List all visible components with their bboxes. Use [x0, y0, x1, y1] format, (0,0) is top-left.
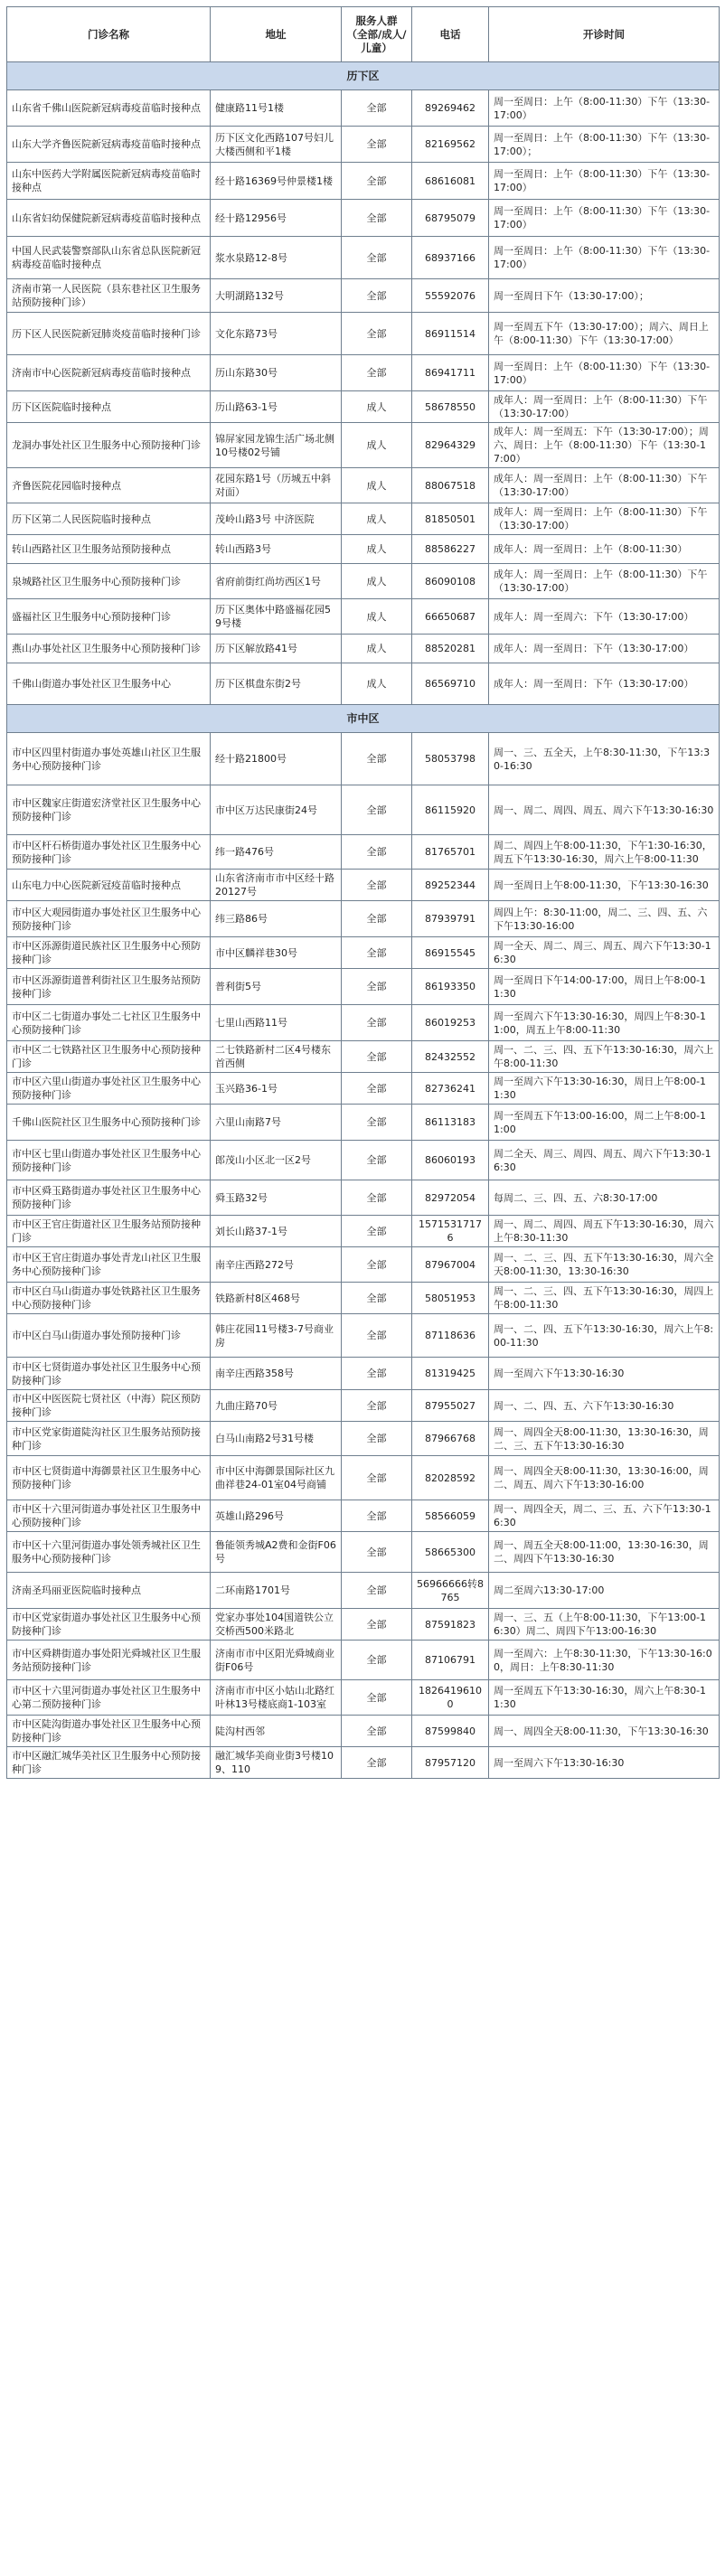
hours-cell: 周一、周四全天8:00-11:30，13:30-16:00，周二、周五、周六下午13:30-16:00 [489, 1456, 720, 1500]
address-cell: 融汇城华美商业街3号楼109、110 [211, 1747, 342, 1779]
service-group-cell: 全部 [342, 1747, 412, 1779]
service-group-cell: 全部 [342, 1005, 412, 1041]
hours-cell: 成年人：周一至周日：上午（8:00-11:30）下午（13:30-17:00） [489, 503, 720, 535]
clinic-name-cell: 市中区六里山街道办事处社区卫生服务中心预防接种门诊 [7, 1073, 211, 1105]
service-group-cell: 成人 [342, 503, 412, 535]
service-group-cell: 全部 [342, 90, 412, 127]
clinic-name-cell: 山东大学齐鲁医院新冠病毒疫苗临时接种点 [7, 127, 211, 163]
address-cell: 浆水泉路12-8号 [211, 237, 342, 279]
address-cell: 历下区文化西路107号妇儿大楼西侧和平1楼 [211, 127, 342, 163]
hours-cell: 周一、二、四、五、六下午13:30-16:30 [489, 1390, 720, 1422]
service-group-cell: 成人 [342, 535, 412, 564]
address-cell: 韩庄花园11号楼3-7号商业房 [211, 1314, 342, 1358]
address-cell: 玉兴路36-1号 [211, 1073, 342, 1105]
address-cell: 二七铁路新村二区4号楼东首西侧 [211, 1041, 342, 1073]
clinic-name-cell: 市中区杆石桥街道办事处社区卫生服务中心预防接种门诊 [7, 835, 211, 870]
hours-cell: 成年人：周一至周日：下午（13:30-17:00） [489, 635, 720, 663]
header-address: 地址 [211, 7, 342, 62]
hours-cell: 周一、周四全天8:00-11:30，13:30-16:30，周二、三、五下午13:30-16:30 [489, 1422, 720, 1456]
table-row [7, 1247, 720, 1283]
phone-cell: 58678550 [412, 391, 489, 423]
clinic-name-cell: 盛福社区卫生服务中心预防接种门诊 [7, 599, 211, 635]
phone-cell: 88067518 [412, 468, 489, 503]
clinic-name-cell: 市中区七贤街道办事处社区卫生服务中心预防接种门诊 [7, 1358, 211, 1390]
phone-cell: 87967004 [412, 1247, 489, 1283]
table-row [7, 1641, 720, 1680]
service-group-cell: 成人 [342, 423, 412, 468]
service-group-cell: 全部 [342, 1358, 412, 1390]
hours-cell: 周一、周二、周四、周五、周六下午13:30-16:30 [489, 785, 720, 835]
table-header-row [7, 7, 720, 62]
phone-cell: 87106791 [412, 1641, 489, 1680]
service-group-cell: 全部 [342, 1105, 412, 1141]
table-row [7, 423, 720, 468]
table-row [7, 355, 720, 391]
hours-cell: 周一、周二、周四、周五下午13:30-16:30，周六上午8:30-11:30 [489, 1216, 720, 1247]
table-row [7, 1314, 720, 1358]
hours-cell: 周一、周五全天8:00-11:00，13:30-16:30，周二、周四下午13:30-16:30 [489, 1532, 720, 1573]
phone-cell: 86911514 [412, 313, 489, 355]
clinic-name-cell: 山东中医药大学附属医院新冠病毒疫苗临时接种点 [7, 163, 211, 200]
address-cell: 山东省济南市市中区经十路20127号 [211, 870, 342, 901]
table-row [7, 279, 720, 313]
phone-cell: 87966768 [412, 1422, 489, 1456]
table-row [7, 1216, 720, 1247]
service-group-cell: 成人 [342, 635, 412, 663]
table-row [7, 1500, 720, 1532]
address-cell: 省府前街红尚坊西区1号 [211, 564, 342, 599]
address-cell: 铁路新村8区468号 [211, 1283, 342, 1314]
service-group-cell: 全部 [342, 1141, 412, 1180]
service-group-cell: 成人 [342, 468, 412, 503]
service-group-cell: 全部 [342, 200, 412, 237]
table-row [7, 635, 720, 663]
clinic-name-cell: 市中区融汇城华美社区卫生服务中心预防接种门诊 [7, 1747, 211, 1779]
section-title: 历下区 [7, 62, 720, 90]
table-row [7, 901, 720, 937]
service-group-cell: 成人 [342, 391, 412, 423]
phone-cell: 87955027 [412, 1390, 489, 1422]
service-group-cell: 全部 [342, 1456, 412, 1500]
clinic-name-cell: 市中区十六里河街道办事处社区卫生服务中心第二预防接种门诊 [7, 1680, 211, 1716]
hours-cell: 周一至周日：上午（8:00-11:30）下午（13:30-17:00） [489, 90, 720, 127]
header-hours: 开诊时间 [489, 7, 720, 62]
table-row [7, 1680, 720, 1716]
service-group-cell: 全部 [342, 1247, 412, 1283]
address-cell: 党家办事处104国道铁公立交桥西500米路北 [211, 1609, 342, 1641]
address-cell: 南辛庄西路358号 [211, 1358, 342, 1390]
service-group-cell: 全部 [342, 1283, 412, 1314]
header-service-group: 服务人群（全部/成人/儿童） [342, 7, 412, 62]
service-group-cell: 全部 [342, 870, 412, 901]
phone-cell: 87939791 [412, 901, 489, 937]
phone-cell: 86060193 [412, 1141, 489, 1180]
hours-cell: 周一、二、四、五下午13:30-16:30，周六上午8:00-11:30 [489, 1314, 720, 1358]
table-row [7, 1005, 720, 1041]
phone-cell: 82736241 [412, 1073, 489, 1105]
hours-cell: 周二全天、周三、周四、周五、周六下午13:30-16:30 [489, 1141, 720, 1180]
phone-cell: 68937166 [412, 237, 489, 279]
phone-cell: 55592076 [412, 279, 489, 313]
clinic-name-cell: 燕山办事处社区卫生服务中心预防接种门诊 [7, 635, 211, 663]
clinic-name-cell: 历下区第二人民医院临时接种点 [7, 503, 211, 535]
hours-cell: 周一、二、三、四、五下午13:30-16:30，周六全天8:00-11:30，13:30-16:30 [489, 1247, 720, 1283]
table-row [7, 663, 720, 705]
service-group-cell: 全部 [342, 1216, 412, 1247]
table-row [7, 1105, 720, 1141]
phone-cell: 86019253 [412, 1005, 489, 1041]
phone-cell: 86569710 [412, 663, 489, 705]
hours-cell: 周一至周六：上午8:30-11:30，下午13:30-16:00，周日：上午8:30-11:30 [489, 1641, 720, 1680]
address-cell: 南辛庄西路272号 [211, 1247, 342, 1283]
address-cell: 历山路63-1号 [211, 391, 342, 423]
phone-cell: 82964329 [412, 423, 489, 468]
clinic-name-cell: 历下区人民医院新冠肺炎疫苗临时接种门诊 [7, 313, 211, 355]
phone-cell: 58566059 [412, 1500, 489, 1532]
hours-cell: 周一、二、三、四、五下午13:30-16:30，周六上午8:00-11:30 [489, 1041, 720, 1073]
phone-cell: 88586227 [412, 535, 489, 564]
phone-cell: 58665300 [412, 1532, 489, 1573]
address-cell: 大明湖路132号 [211, 279, 342, 313]
address-cell: 经十路12956号 [211, 200, 342, 237]
service-group-cell: 全部 [342, 1532, 412, 1573]
clinic-name-cell: 市中区白马山街道办事处铁路社区卫生服务中心预防接种门诊 [7, 1283, 211, 1314]
service-group-cell: 全部 [342, 785, 412, 835]
table-row [7, 1747, 720, 1779]
address-cell: 普利街5号 [211, 969, 342, 1005]
table-row [7, 468, 720, 503]
table-row [7, 1180, 720, 1216]
service-group-cell: 全部 [342, 1390, 412, 1422]
address-cell: 纬三路86号 [211, 901, 342, 937]
phone-cell: 82169562 [412, 127, 489, 163]
address-cell: 经十路21800号 [211, 733, 342, 785]
phone-cell: 66650687 [412, 599, 489, 635]
hours-cell: 成年人：周一至周日：上午（8:00-11:30）下午（13:30-17:00） [489, 564, 720, 599]
header-clinic-name: 门诊名称 [7, 7, 211, 62]
phone-cell: 86941711 [412, 355, 489, 391]
phone-cell: 87599840 [412, 1716, 489, 1747]
section-row [7, 62, 720, 90]
hours-cell: 周一至周五下午13:00-16:00，周二上午8:00-11:00 [489, 1105, 720, 1141]
hours-cell: 周一至周日：上午（8:00-11:30）下午（13:30-17:00） [489, 163, 720, 200]
address-cell: 七里山西路11号 [211, 1005, 342, 1041]
phone-cell: 82028592 [412, 1456, 489, 1500]
hours-cell: 周一、三、五（上午8:00-11:30，下午13:00-16:30）周二、周四下午13:00-16:30 [489, 1609, 720, 1641]
table-row [7, 599, 720, 635]
table-row [7, 733, 720, 785]
phone-cell: 87591823 [412, 1609, 489, 1641]
service-group-cell: 成人 [342, 564, 412, 599]
hours-cell: 周一至周日上午8:00-11:30，下午13:30-16:30 [489, 870, 720, 901]
address-cell: 历山东路30号 [211, 355, 342, 391]
phone-cell: 58051953 [412, 1283, 489, 1314]
clinic-name-cell: 市中区十六里河街道办事处领秀城社区卫生服务中心预防接种门诊 [7, 1532, 211, 1573]
service-group-cell: 成人 [342, 663, 412, 705]
address-cell: 花园东路1号（历城五中斜对面） [211, 468, 342, 503]
section-row [7, 705, 720, 733]
phone-cell: 88520281 [412, 635, 489, 663]
section-title: 市中区 [7, 705, 720, 733]
table-row [7, 870, 720, 901]
clinic-name-cell: 市中区魏家庄街道宏济堂社区卫生服务中心预防接种门诊 [7, 785, 211, 835]
hours-cell: 周一至周日：上午（8:00-11:30）下午（13:30-17:00） [489, 200, 720, 237]
phone-cell: 86090108 [412, 564, 489, 599]
service-group-cell: 全部 [342, 901, 412, 937]
clinic-name-cell: 市中区四里村街道办事处英雄山社区卫生服务中心预防接种门诊 [7, 733, 211, 785]
clinic-name-cell: 市中区舜耕街道办事处阳光舜城社区卫生服务站预防接种门诊 [7, 1641, 211, 1680]
clinic-name-cell: 历下区医院临时接种点 [7, 391, 211, 423]
phone-cell: 81319425 [412, 1358, 489, 1390]
hours-cell: 周一至周五下午（13:30-17:00）；周六、周日上午（8:00-11:30）下午（13:30-17:00） [489, 313, 720, 355]
hours-cell: 周一、二、三、四、五下午13:30-16:30，周四上午8:00-11:30 [489, 1283, 720, 1314]
table-row [7, 1609, 720, 1641]
address-cell: 二环南路1701号 [211, 1573, 342, 1609]
service-group-cell: 全部 [342, 1314, 412, 1358]
phone-cell: 86915545 [412, 937, 489, 969]
address-cell: 鲁能领秀城A2费和金街F06号 [211, 1532, 342, 1573]
address-cell: 郎茂山小区北一区2号 [211, 1141, 342, 1180]
phone-cell: 15715317176 [412, 1216, 489, 1247]
table-row [7, 237, 720, 279]
address-cell: 历下区奥体中路盛福花园59号楼 [211, 599, 342, 635]
table-row [7, 835, 720, 870]
clinic-name-cell: 市中区七里山街道办事处社区卫生服务中心预防接种门诊 [7, 1141, 211, 1180]
phone-cell: 58053798 [412, 733, 489, 785]
address-cell: 市中区中海御景国际社区九曲祥巷24-01室04号商铺 [211, 1456, 342, 1500]
service-group-cell: 全部 [342, 1680, 412, 1716]
clinic-name-cell: 市中区党家街道办事处社区卫生服务中心预防接种门诊 [7, 1609, 211, 1641]
service-group-cell: 全部 [342, 355, 412, 391]
clinic-name-cell: 济南圣玛丽亚医院临时接种点 [7, 1573, 211, 1609]
table-row [7, 127, 720, 163]
service-group-cell: 全部 [342, 279, 412, 313]
clinic-name-cell: 市中区十六里河街道办事处社区卫生服务中心预防接种门诊 [7, 1500, 211, 1532]
address-cell: 济南市市中区小姑山北路红叶林13号楼底商1-103室 [211, 1680, 342, 1716]
address-cell: 六里山南路7号 [211, 1105, 342, 1141]
hours-cell: 周一至周日：上午（8:00-11:30）下午（13:30-17:00）； [489, 127, 720, 163]
hours-cell: 每周二、三、四、五、六8:30-17:00 [489, 1180, 720, 1216]
service-group-cell: 全部 [342, 1641, 412, 1680]
table-row [7, 200, 720, 237]
phone-cell: 82432552 [412, 1041, 489, 1073]
clinic-name-cell: 济南市第一人民医院（县东巷社区卫生服务站预防接种门诊） [7, 279, 211, 313]
table-row [7, 1573, 720, 1609]
clinic-name-cell: 山东省妇幼保健院新冠病毒疫苗临时接种点 [7, 200, 211, 237]
phone-cell: 56966666转8765 [412, 1573, 489, 1609]
table-row [7, 535, 720, 564]
clinic-name-cell: 市中区泺源街道民族社区卫生服务中心预防接种门诊 [7, 937, 211, 969]
table-row [7, 1716, 720, 1747]
phone-cell: 87957120 [412, 1747, 489, 1779]
hours-cell: 周二、周四上午8:00-11:30，下午1:30-16:30，周五下午13:30-16:30，周六上午8:00-11:30 [489, 835, 720, 870]
phone-cell: 86113183 [412, 1105, 489, 1141]
phone-cell: 82972054 [412, 1180, 489, 1216]
clinic-name-cell: 济南市中心医院新冠病毒疫苗临时接种点 [7, 355, 211, 391]
table-row [7, 313, 720, 355]
service-group-cell: 全部 [342, 1073, 412, 1105]
phone-cell: 89252344 [412, 870, 489, 901]
hours-cell: 周一至周日下午（13:30-17:00）； [489, 279, 720, 313]
clinic-name-cell: 市中区白马山街道办事处预防接种门诊 [7, 1314, 211, 1358]
header-phone: 电话 [412, 7, 489, 62]
hours-cell: 周一至周六下午13:30-16:30，周日上午8:00-11:30 [489, 1073, 720, 1105]
hours-cell: 周一全天、周二、周三、周五、周六下午13:30-16:30 [489, 937, 720, 969]
address-cell: 九曲庄路70号 [211, 1390, 342, 1422]
service-group-cell: 全部 [342, 1716, 412, 1747]
hours-cell: 周四上午：8:30-11:00，周二、三、四、五、六下午13:30-16:00 [489, 901, 720, 937]
table-row [7, 1358, 720, 1390]
table-row [7, 937, 720, 969]
hours-cell: 成年人：周一至周日：上午（8:00-11:30） [489, 535, 720, 564]
address-cell: 陡沟村西邻 [211, 1716, 342, 1747]
hours-cell: 周一至周六下午13:30-16:30 [489, 1747, 720, 1779]
clinic-name-cell: 市中区大观园街道办事处社区卫生服务中心预防接种门诊 [7, 901, 211, 937]
hours-cell: 周一至周日下午14:00-17:00，周日上午8:00-11:30 [489, 969, 720, 1005]
clinic-name-cell: 千佛山医院社区卫生服务中心预防接种门诊 [7, 1105, 211, 1141]
phone-cell: 18264196100 [412, 1680, 489, 1716]
table-row [7, 1456, 720, 1500]
clinic-name-cell: 市中区王官庄街道办事处青龙山社区卫生服务中心预防接种门诊 [7, 1247, 211, 1283]
clinic-name-cell: 山东电力中心医院新冠疫苗临时接种点 [7, 870, 211, 901]
service-group-cell: 全部 [342, 237, 412, 279]
service-group-cell: 全部 [342, 969, 412, 1005]
clinic-name-cell: 中国人民武装警察部队山东省总队医院新冠病毒疫苗临时接种点 [7, 237, 211, 279]
table-row [7, 1283, 720, 1314]
table-row [7, 1422, 720, 1456]
clinic-name-cell: 山东省千佛山医院新冠病毒疫苗临时接种点 [7, 90, 211, 127]
clinic-name-cell: 千佛山街道办事处社区卫生服务中心 [7, 663, 211, 705]
address-cell: 纬一路476号 [211, 835, 342, 870]
table-row [7, 391, 720, 423]
service-group-cell: 成人 [342, 599, 412, 635]
clinic-name-cell: 龙洞办事处社区卫生服务中心预防接种门诊 [7, 423, 211, 468]
clinic-name-cell: 转山西路社区卫生服务站预防接种点 [7, 535, 211, 564]
service-group-cell: 全部 [342, 1500, 412, 1532]
hours-cell: 成年人：周一至周日：上午（8:00-11:30）下午（13:30-17:00） [489, 468, 720, 503]
clinic-name-cell: 市中区王官庄街道社区卫生服务站预防接种门诊 [7, 1216, 211, 1247]
hours-cell: 周一至周日：上午（8:00-11:30）下午（13:30-17:00） [489, 355, 720, 391]
hours-cell: 周一至周六下午13:30-16:30 [489, 1358, 720, 1390]
service-group-cell: 全部 [342, 1180, 412, 1216]
hours-cell: 周一至周六下午13:30-16:30，周四上午8:30-11:00，周五上午8:00-11:30 [489, 1005, 720, 1041]
address-cell: 济南市市中区阳光舜城商业街F06号 [211, 1641, 342, 1680]
table-row [7, 1041, 720, 1073]
service-group-cell: 全部 [342, 1041, 412, 1073]
phone-cell: 89269462 [412, 90, 489, 127]
hours-cell: 成年人：周一至周日：下午（13:30-17:00） [489, 663, 720, 705]
clinic-name-cell: 市中区七贤街道中海御景社区卫生服务中心预防接种门诊 [7, 1456, 211, 1500]
hours-cell: 周一、三、五全天，上午8:30-11:30，下午13:30-16:30 [489, 733, 720, 785]
service-group-cell: 全部 [342, 163, 412, 200]
table-row [7, 1073, 720, 1105]
table-row [7, 564, 720, 599]
table-row [7, 1390, 720, 1422]
service-group-cell: 全部 [342, 313, 412, 355]
clinic-name-cell: 泉城路社区卫生服务中心预防接种门诊 [7, 564, 211, 599]
table-row [7, 969, 720, 1005]
phone-cell: 86115920 [412, 785, 489, 835]
address-cell: 英雄山路296号 [211, 1500, 342, 1532]
service-group-cell: 全部 [342, 1609, 412, 1641]
address-cell: 文化东路73号 [211, 313, 342, 355]
clinic-name-cell: 市中区泺源街道普利街社区卫生服务站预防接种门诊 [7, 969, 211, 1005]
clinic-name-cell: 市中区舜玉路街道办事处社区卫生服务中心预防接种门诊 [7, 1180, 211, 1216]
address-cell: 历下区棋盘东街2号 [211, 663, 342, 705]
address-cell: 茂岭山路3号 中济医院 [211, 503, 342, 535]
vaccination-clinic-table [6, 6, 719, 1779]
hours-cell: 周一至周五下午13:30-16:30，周六上午8:30-11:30 [489, 1680, 720, 1716]
table-row [7, 785, 720, 835]
hours-cell: 周一、周四全天8:00-11:30，下午13:30-16:30 [489, 1716, 720, 1747]
phone-cell: 86193350 [412, 969, 489, 1005]
phone-cell: 68616081 [412, 163, 489, 200]
address-cell: 经十路16369号仲景楼1楼 [211, 163, 342, 200]
hours-cell: 周二至周六13:30-17:00 [489, 1573, 720, 1609]
table-row [7, 1532, 720, 1573]
service-group-cell: 全部 [342, 937, 412, 969]
clinic-name-cell: 市中区中医医院七贤社区（中海）院区预防接种门诊 [7, 1390, 211, 1422]
clinic-name-cell: 市中区陡沟街道办事处社区卫生服务中心预防接种门诊 [7, 1716, 211, 1747]
address-cell: 健康路11号1楼 [211, 90, 342, 127]
address-cell: 转山西路3号 [211, 535, 342, 564]
service-group-cell: 全部 [342, 1422, 412, 1456]
address-cell: 舜玉路32号 [211, 1180, 342, 1216]
table-row [7, 1141, 720, 1180]
service-group-cell: 全部 [342, 1573, 412, 1609]
clinic-name-cell: 市中区党家街道陡沟社区卫生服务站预防接种门诊 [7, 1422, 211, 1456]
phone-cell: 68795079 [412, 200, 489, 237]
clinic-name-cell: 市中区二七街道办事处二七社区卫生服务中心预防接种门诊 [7, 1005, 211, 1041]
service-group-cell: 全部 [342, 127, 412, 163]
address-cell: 锦屏家园龙锦生活广场北侧10号楼02号铺 [211, 423, 342, 468]
phone-cell: 81850501 [412, 503, 489, 535]
service-group-cell: 全部 [342, 835, 412, 870]
table-row [7, 503, 720, 535]
hours-cell: 成年人：周一至周六：下午（13:30-17:00） [489, 599, 720, 635]
table-row [7, 90, 720, 127]
hours-cell: 成年人：周一至周日：上午（8:00-11:30）下午（13:30-17:00） [489, 391, 720, 423]
hours-cell: 成年人：周一至周五：下午（13:30-17:00）；周六、周日：上午（8:00-11:30）下午（13:30-17:00） [489, 423, 720, 468]
phone-cell: 81765701 [412, 835, 489, 870]
hours-cell: 周一、周四全天，周二、三、五、六下午13:30-16:30 [489, 1500, 720, 1532]
phone-cell: 87118636 [412, 1314, 489, 1358]
address-cell: 白马山南路2号31号楼 [211, 1422, 342, 1456]
address-cell: 历下区解放路41号 [211, 635, 342, 663]
clinic-name-cell: 市中区二七铁路社区卫生服务中心预防接种门诊 [7, 1041, 211, 1073]
address-cell: 市中区麟祥巷30号 [211, 937, 342, 969]
address-cell: 市中区万达民康街24号 [211, 785, 342, 835]
table-row [7, 163, 720, 200]
service-group-cell: 全部 [342, 733, 412, 785]
address-cell: 刘长山路37-1号 [211, 1216, 342, 1247]
clinic-name-cell: 齐鲁医院花园临时接种点 [7, 468, 211, 503]
hours-cell: 周一至周日：上午（8:00-11:30）下午（13:30-17:00） [489, 237, 720, 279]
